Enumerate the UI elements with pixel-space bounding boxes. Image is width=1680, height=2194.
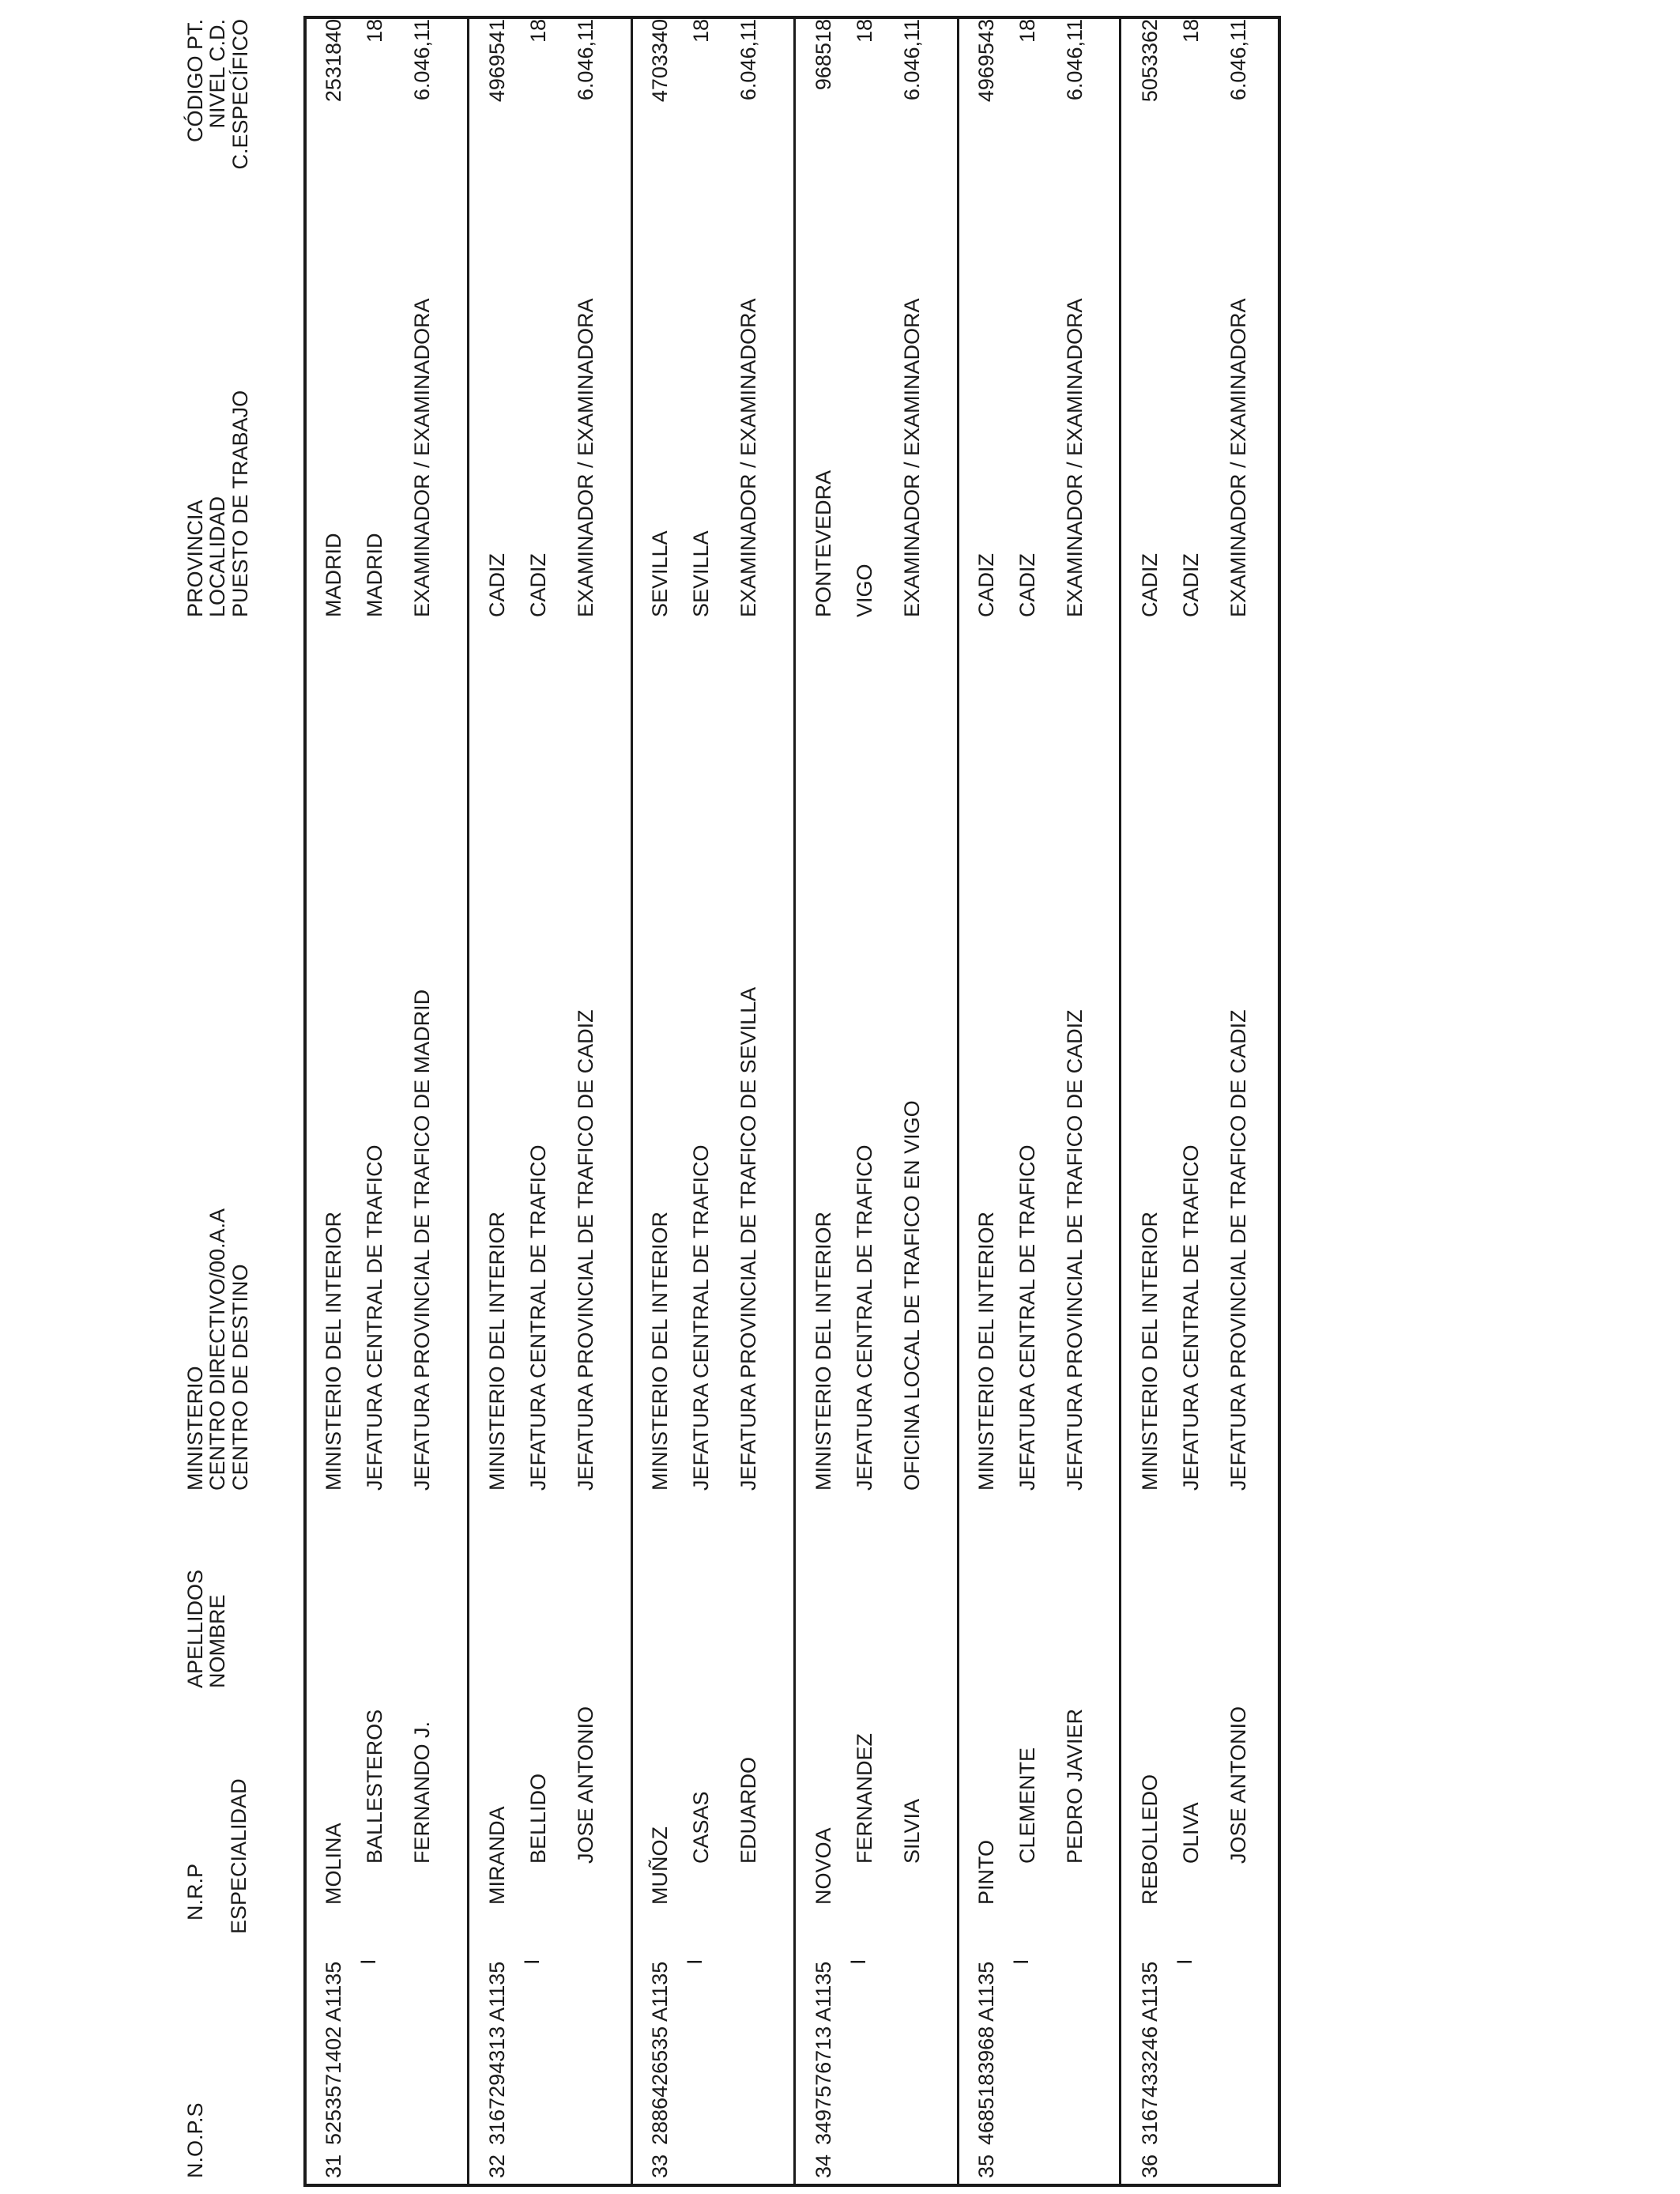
cell-puesto: EXAMINADOR / EXAMINADORA xyxy=(1063,298,1087,617)
row-separator xyxy=(957,16,959,2187)
header-nivel-label: NIVEL C.D. xyxy=(205,19,230,129)
header-nrp-label: N.R.P xyxy=(183,1863,207,1921)
cell-apellido2: FERNANDEZ xyxy=(852,1732,876,1864)
cell-apellido1: MUÑOZ xyxy=(648,1826,672,1905)
header-apellidos-nombre xyxy=(184,1570,229,1688)
cell-centro-directivo: JEFATURA CENTRAL DE TRAFICO xyxy=(852,1144,876,1491)
cell-nombre: JOSE ANTONIO xyxy=(573,1706,597,1864)
cell-puesto: EXAMINADOR / EXAMINADORA xyxy=(410,298,434,617)
cell-puesto: EXAMINADOR / EXAMINADORA xyxy=(573,298,597,617)
cell-especialidad: I xyxy=(846,1958,870,1965)
cell-centro-directivo: JEFATURA CENTRAL DE TRAFICO xyxy=(525,1144,550,1491)
cell-ministerio: MINISTERIO DEL INTERIOR xyxy=(974,1211,998,1491)
cell-nrp: 5253571402 A1135 xyxy=(322,1961,345,2145)
cell-provincia: CADIZ xyxy=(1137,553,1162,617)
cell-especialidad: I xyxy=(683,1958,706,1965)
cell-nops: 34 xyxy=(811,2154,835,2178)
cell-nombre: EDUARDO xyxy=(736,1756,760,1864)
cell-centro-destino: OFICINA LOCAL DE TRAFICO EN VIGO xyxy=(899,1100,924,1491)
row-separator xyxy=(631,16,633,2187)
cell-nrp: 4685183968 A1135 xyxy=(974,1961,998,2145)
cell-nombre: PEDRO JAVIER xyxy=(1063,1708,1087,1864)
cell-centro-destino: JEFATURA PROVINCIAL DE TRAFICO DE SEVILLA xyxy=(736,986,760,1491)
cell-nrp: 3167433246 A1135 xyxy=(1137,1961,1162,2145)
cell-puesto: EXAMINADOR / EXAMINADORA xyxy=(1226,298,1250,617)
cell-especialidad: I xyxy=(1009,1958,1033,1965)
cell-codigo: 2531840 xyxy=(322,19,345,103)
cell-centro-destino: JEFATURA PROVINCIAL DE TRAFICO DE CADIZ xyxy=(573,1009,597,1491)
header-puesto-label: PUESTO DE TRABAJO xyxy=(228,390,252,617)
cell-ministerio: MINISTERIO DEL INTERIOR xyxy=(648,1211,672,1491)
cell-nivel: 18 xyxy=(1178,19,1203,43)
header-apellidos-label: APELLIDOS xyxy=(183,1569,207,1688)
cell-nops: 33 xyxy=(648,2154,672,2178)
header-provincia-label: PROVINCIA xyxy=(183,499,207,617)
header-nrp-especialidad xyxy=(184,1778,250,1965)
cell-provincia: SEVILLA xyxy=(648,530,672,617)
header-provincia-localidad-puesto xyxy=(184,390,251,617)
cell-especialidad: I xyxy=(356,1958,380,1965)
cell-codigo: 4969543 xyxy=(974,19,998,103)
header-centro-directivo-label: CENTRO DIRECTIVO/00.A.A xyxy=(205,1208,230,1491)
cell-provincia: PONTEVEDRA xyxy=(811,469,835,617)
cell-nivel: 18 xyxy=(363,19,386,43)
cell-ministerio: MINISTERIO DEL INTERIOR xyxy=(322,1211,345,1491)
cell-ministerio: MINISTERIO DEL INTERIOR xyxy=(484,1211,509,1491)
table-frame xyxy=(303,16,1281,2187)
header-ministerio-label: MINISTERIO xyxy=(183,1366,207,1491)
cell-codigo: 968518 xyxy=(811,19,835,91)
cell-especifico: 6.046,11 xyxy=(1226,19,1250,101)
header-codigo-nivel-especifico xyxy=(184,19,251,242)
cell-localidad: MADRID xyxy=(363,533,386,617)
cell-especifico: 6.046,11 xyxy=(1063,19,1087,101)
cell-centro-destino: JEFATURA PROVINCIAL DE TRAFICO DE MADRID xyxy=(410,989,434,1491)
cell-provincia: CADIZ xyxy=(974,553,998,617)
cell-nrp: 3497576713 A1135 xyxy=(811,1961,835,2145)
cell-ministerio: MINISTERIO DEL INTERIOR xyxy=(1137,1211,1162,1491)
cell-centro-destino: JEFATURA PROVINCIAL DE TRAFICO DE CADIZ xyxy=(1226,1009,1250,1491)
cell-nops: 36 xyxy=(1137,2154,1162,2178)
cell-especialidad: I xyxy=(519,1958,544,1965)
cell-localidad: SEVILLA xyxy=(689,530,713,617)
cell-especialidad: I xyxy=(1172,1958,1196,1965)
cell-nombre: JOSE ANTONIO xyxy=(1226,1706,1250,1864)
cell-nivel: 18 xyxy=(852,19,876,43)
cell-centro-destino: JEFATURA PROVINCIAL DE TRAFICO DE CADIZ xyxy=(1063,1009,1087,1491)
cell-provincia: MADRID xyxy=(322,533,345,617)
cell-apellido2: OLIVA xyxy=(1178,1802,1203,1864)
header-especialidad-label: ESPECIALIDAD xyxy=(227,1778,251,1934)
header-nombre-label: NOMBRE xyxy=(205,1594,230,1688)
cell-nivel: 18 xyxy=(525,19,550,43)
cell-especifico: 6.046,11 xyxy=(899,19,924,101)
header-centro-destino-label: CENTRO DE DESTINO xyxy=(228,1264,252,1491)
cell-especifico: 6.046,11 xyxy=(736,19,760,101)
cell-nombre: SILVIA xyxy=(899,1798,924,1864)
cell-apellido1: REBOLLEDO xyxy=(1137,1774,1162,1905)
cell-centro-directivo: JEFATURA CENTRAL DE TRAFICO xyxy=(689,1144,713,1491)
cell-especifico: 6.046,11 xyxy=(573,19,597,101)
cell-codigo: 4703340 xyxy=(648,19,672,103)
cell-nops: 32 xyxy=(484,2154,509,2178)
cell-localidad: CADIZ xyxy=(1015,553,1039,617)
cell-nivel: 18 xyxy=(1015,19,1039,43)
cell-puesto: EXAMINADOR / EXAMINADORA xyxy=(736,298,760,617)
row-separator xyxy=(793,16,796,2187)
cell-provincia: CADIZ xyxy=(484,553,509,617)
header-nops xyxy=(184,2102,206,2178)
cell-puesto: EXAMINADOR / EXAMINADORA xyxy=(899,298,924,617)
header-localidad-label: LOCALIDAD xyxy=(205,496,230,617)
cell-apellido1: NOVOA xyxy=(811,1827,835,1905)
cell-nivel: 18 xyxy=(689,19,713,43)
cell-apellido1: PINTO xyxy=(974,1839,998,1905)
cell-apellido2: BELLIDO xyxy=(525,1773,550,1864)
cell-localidad: CADIZ xyxy=(525,553,550,617)
cell-centro-directivo: JEFATURA CENTRAL DE TRAFICO xyxy=(363,1144,386,1491)
cell-apellido2: BALLESTEROS xyxy=(363,1709,386,1864)
cell-codigo: 5053362 xyxy=(1137,19,1162,103)
header-nops-label: N.O.P.S xyxy=(183,2102,207,2178)
cell-apellido2: CLEMENTE xyxy=(1015,1747,1039,1864)
cell-nombre: FERNANDO J. xyxy=(410,1721,434,1864)
cell-centro-directivo: JEFATURA CENTRAL DE TRAFICO xyxy=(1015,1144,1039,1491)
header-codigo-label: CÓDIGO PT. xyxy=(183,19,207,143)
cell-nops: 35 xyxy=(974,2154,998,2178)
cell-apellido1: MIRANDA xyxy=(484,1806,509,1905)
cell-localidad: VIGO xyxy=(852,564,876,617)
row-separator xyxy=(467,16,469,2187)
cell-nrp: 2886426535 A1135 xyxy=(648,1961,672,2145)
cell-centro-directivo: JEFATURA CENTRAL DE TRAFICO xyxy=(1178,1144,1203,1491)
cell-nrp: 3167294313 A1135 xyxy=(484,1961,509,2145)
cell-ministerio: MINISTERIO DEL INTERIOR xyxy=(811,1211,835,1491)
header-especifico-label: C.ESPECÍFICO xyxy=(228,19,252,170)
cell-apellido2: CASAS xyxy=(689,1791,713,1864)
cell-especifico: 6.046,11 xyxy=(410,19,434,101)
cell-nops: 31 xyxy=(322,2154,345,2178)
cell-codigo: 4969541 xyxy=(484,19,509,103)
cell-localidad: CADIZ xyxy=(1178,553,1203,617)
cell-apellido1: MOLINA xyxy=(322,1823,345,1905)
header-ministerio-centros xyxy=(184,1208,251,1491)
row-separator xyxy=(1119,16,1121,2187)
